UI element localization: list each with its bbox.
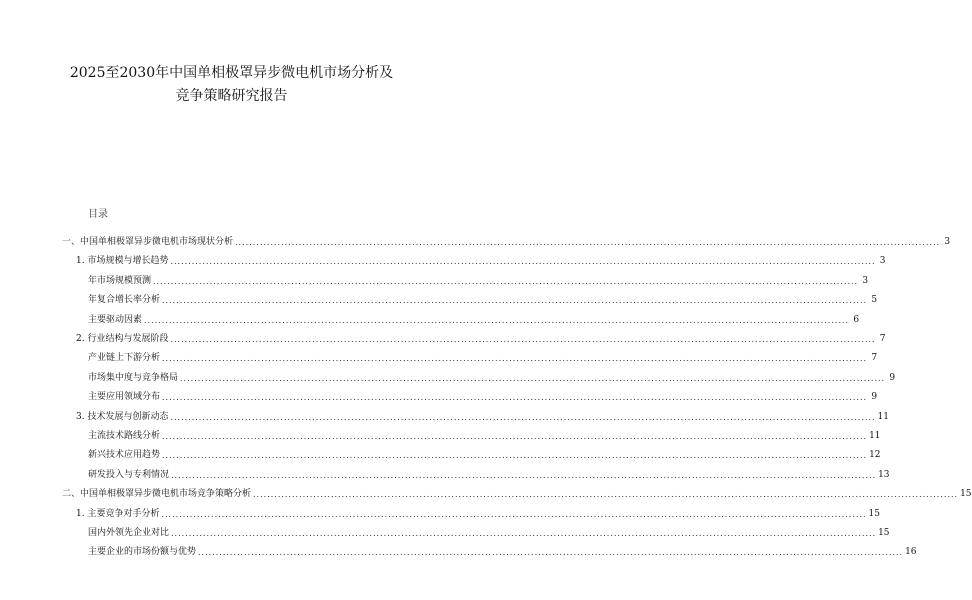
toc-leader-dots: ....................................................................................................................................................................................................... (170, 257, 876, 267)
toc-leader-dots: ....................................................................................................................................................................................................... (153, 276, 859, 286)
toc-entry[interactable] (62, 237, 951, 248)
toc-entry[interactable] (76, 508, 880, 520)
toc-entry[interactable] (76, 411, 889, 423)
toc-leader-dots: ....................................................................................................................................................................................................... (253, 490, 959, 500)
toc-page-number: 12 (869, 450, 881, 461)
toc-page-number: 9 (889, 372, 896, 383)
toc-leader-dots: ....................................................................................................................................................................................................... (180, 373, 886, 383)
toc-page-number: 13 (878, 469, 890, 480)
toc-entry[interactable] (88, 372, 896, 384)
toc-entry[interactable] (62, 489, 972, 500)
toc-entry-title: 主要企业的市场份额与优势 (88, 547, 197, 558)
toc-page-number: 11 (869, 431, 881, 441)
toc-leader-dots: ....................................................................................................................................................................................................... (235, 238, 941, 247)
toc-entry-title: 主要驱动因素 (88, 314, 143, 325)
toc-entry-title: 产业链上下游分析 (88, 353, 161, 364)
toc-entry-title: 一、中国单相极罩异步微电机市场现状分析 (62, 237, 234, 247)
toc-page-number: 3 (879, 256, 886, 267)
toc-leader-dots: ....................................................................................................................................................................................................... (144, 315, 850, 325)
toc-leader-dots: ....................................................................................................................................................................................................... (170, 335, 876, 344)
toc-entry-title: 二、中国单相极罩异步微电机市场竞争策略分析 (62, 489, 252, 500)
toc-entry-title: 市场集中度与竞争格局 (88, 372, 179, 383)
toc-leader-dots: ....................................................................................................................................................................................................... (170, 412, 876, 422)
toc-entry-title: 主要应用领域分布 (88, 392, 161, 403)
toc-entry-title: 主流技术路线分析 (88, 431, 161, 441)
toc-leader-dots: ....................................................................................................................................................................................................... (161, 509, 867, 519)
toc-entry[interactable] (88, 450, 881, 461)
toc-entry[interactable] (88, 547, 917, 558)
toc-page-number: 9 (871, 392, 878, 403)
toc-heading: 目录 (88, 209, 108, 220)
toc-leader-dots: ....................................................................................................................................................................................................... (162, 393, 868, 403)
toc-entry[interactable] (88, 528, 890, 539)
toc-leader-dots: ....................................................................................................................................................................................................... (171, 529, 877, 538)
toc-page-number: 16 (905, 547, 917, 558)
toc-entry[interactable] (76, 256, 886, 267)
toc-page-number: 15 (878, 528, 890, 538)
toc-entry-title: 2. 行业结构与发展阶段 (76, 334, 169, 344)
toc-page-number: 11 (877, 411, 889, 422)
toc-leader-dots: ....................................................................................................................................................................................................... (171, 470, 877, 480)
toc-leader-dots: ....................................................................................................................................................................................................... (162, 354, 868, 364)
toc-leader-dots: ....................................................................................................................................................................................................... (162, 296, 868, 306)
document-title-line2: 竞争策略研究报告 (175, 88, 288, 104)
toc-page-number: 7 (871, 353, 878, 364)
toc-entry-title: 国内外领先企业对比 (88, 528, 170, 538)
toc-entry[interactable] (88, 295, 878, 306)
toc-entry-title: 3. 技术发展与创新动态 (76, 411, 169, 422)
toc-entry-title: 研发投入与专利情况 (88, 469, 170, 480)
toc-entry[interactable] (88, 392, 878, 403)
toc-entry[interactable] (76, 334, 886, 345)
toc-entry[interactable] (88, 431, 881, 442)
toc-page-number: 5 (871, 295, 878, 306)
toc-leader-dots: ....................................................................................................................................................................................................... (198, 548, 904, 558)
toc-leader-dots: ....................................................................................................................................................................................................... (162, 432, 868, 441)
toc-entry[interactable] (88, 275, 869, 287)
toc-entry[interactable] (88, 314, 860, 326)
toc-entry-title: 年复合增长率分析 (88, 295, 161, 306)
toc-page-number: 7 (879, 334, 886, 344)
toc-leader-dots: ....................................................................................................................................................................................................... (162, 451, 868, 461)
toc-entry[interactable] (88, 353, 878, 364)
toc-page-number: 15 (868, 508, 880, 519)
toc-page-number: 3 (944, 237, 951, 247)
toc-entry-title: 新兴技术应用趋势 (88, 450, 161, 461)
toc-page-number: 3 (862, 275, 869, 286)
toc-entry-title: 年市场规模预测 (88, 275, 152, 286)
document-title-line1: 2025至2030年中国单相极罩异步微电机市场分析及 (69, 65, 394, 81)
toc-entry-title: 1. 主要竞争对手分析 (76, 508, 160, 519)
toc-entry[interactable] (88, 469, 890, 481)
toc-page-number: 15 (960, 489, 972, 500)
toc-entry-title: 1. 市场规模与增长趋势 (76, 256, 169, 267)
toc-page-number: 6 (853, 314, 860, 325)
